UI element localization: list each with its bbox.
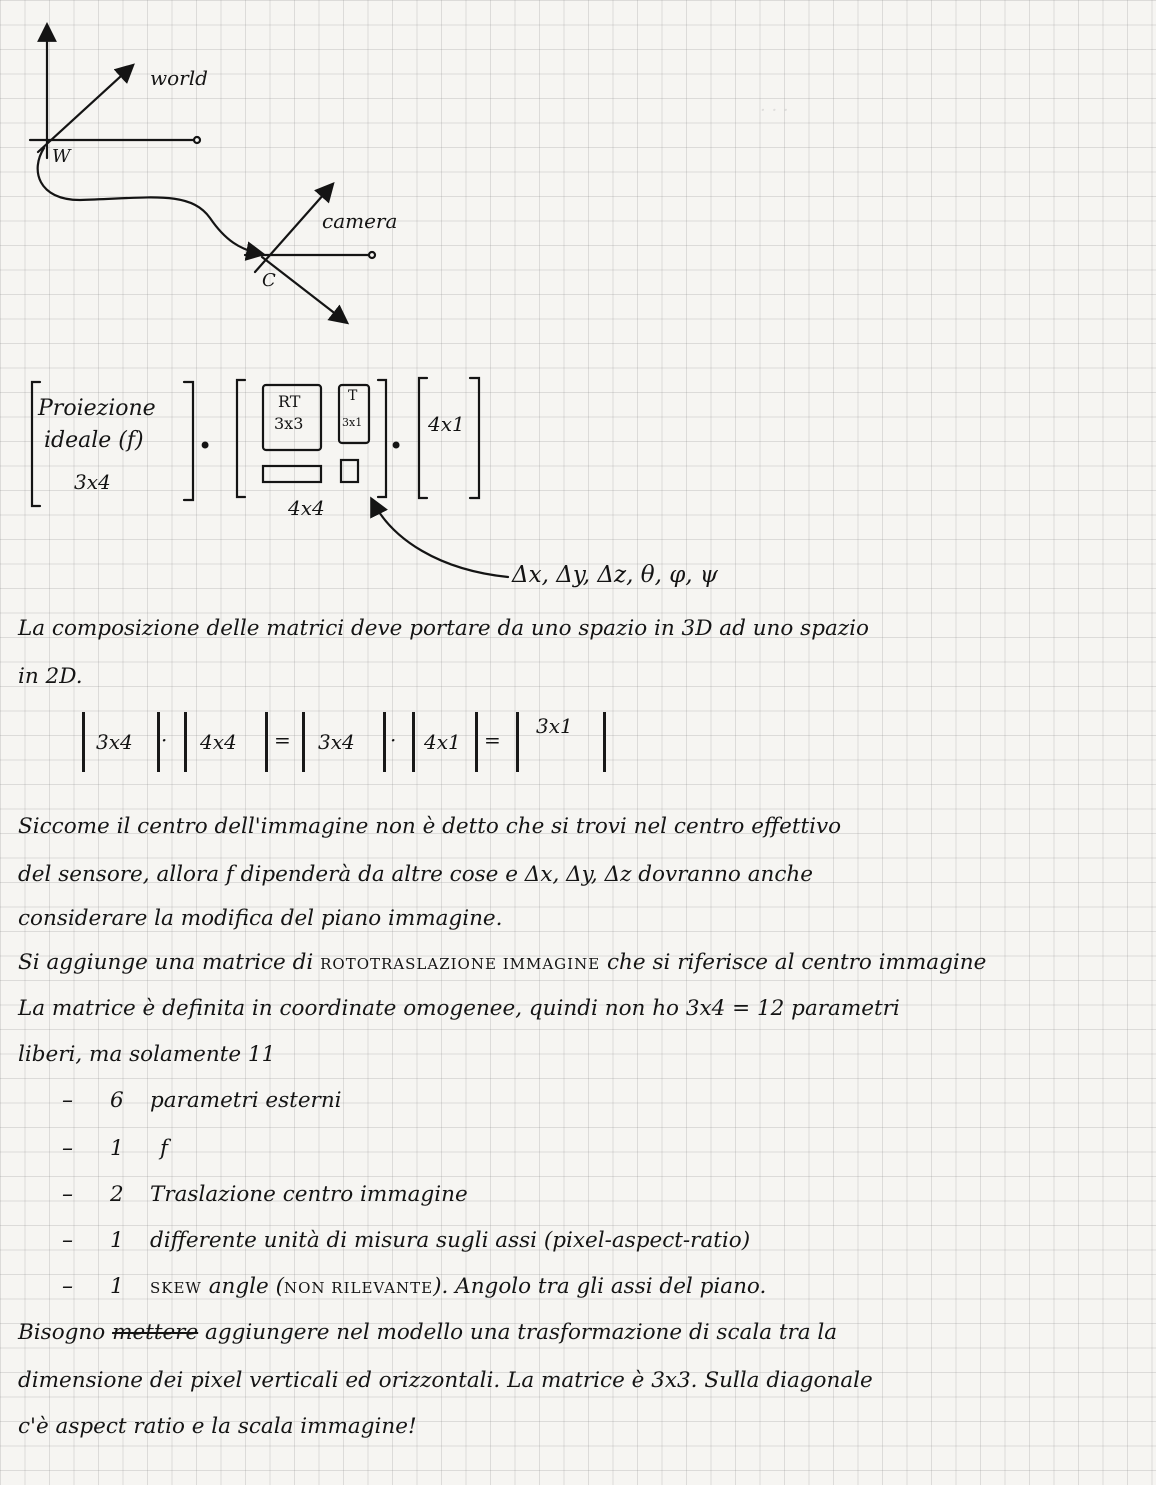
non-rilevante-label: NON RILEVANTE (283, 1279, 434, 1297)
eq-a: 3x4 (96, 730, 133, 754)
world-origin-label: W (52, 146, 71, 167)
vector-dim: 4x1 (428, 412, 465, 436)
paragraph3-line1-b: che si riferisce al centro immagine (607, 950, 987, 975)
bleed-through-marks: · · · (760, 100, 789, 121)
eq-d: 4x1 (424, 730, 461, 754)
paragraph4-line1-b: aggiungere nel modello una trasformazione di scala tra la (205, 1320, 838, 1345)
paragraph2-line3: considerare la modifica del piano immagine. (18, 906, 503, 931)
eq-e: 3x1 (536, 714, 573, 738)
projection-label-1: Proiezione (38, 396, 156, 421)
projection-label-2: ideale (f) (44, 428, 144, 453)
paragraph3-line3: liberi, ma solamente 11 (18, 1042, 276, 1067)
notebook-page: · · · world W camera C Proiezione ideale (f) 3x4 • RT 3x3 T 3x1 4x4 • 4x1 Δx, Δy, Δz, θ, φ, ψ La composizione delle matrici deve portare da uno spazio in 3D ad uno spazio in 2D. 3x4 · 4x4 = 3x4 · 4x1 = 3x1 Siccome il centro dell'immagine non è detto che si trovi nel centro effettivo del sensore, allora f dipenderà da altre cose e Δx, Δy, Δz dovranno anche considerare la modifica del piano immagine. Si aggiunge una matrice di ROTOTRASLAZIONE IMMAGINE che si riferisce al centro immagine La matrice è definita in coordinate omogenee, quindi non ho 3x4 = 12 parametri liberi, ma solamente 11 – 6 parametri esterni – 1 f – 2 Traslazione centro immagine – 1 differente unità di misura sugli assi (pixel-aspect-ratio) – 1 SKEW angle (NON RILEVANTE). Angolo tra gli assi del piano. Bisogno mettere aggiungere nel modello una trasformazione di scala tra la dimensione dei pixel verticali ed orizzontali. La matrice è 3x3. Sulla diagonale c'è aspect ratio e la scala immagine! (0, 0, 1156, 1485)
paragraph3-line2: La matrice è definita in coordinate omogenee, quindi non ho 3x4 = 12 parametri (18, 996, 900, 1021)
paragraph4-line1 (18, 1320, 837, 1345)
paragraph4-line1-a: Bisogno (18, 1320, 106, 1345)
extrinsic-dim: 4x4 (288, 496, 325, 520)
rt-label: RT (278, 392, 301, 411)
eq-equals-1: = (274, 728, 291, 752)
product-dot-1: • (198, 432, 213, 460)
camera-origin-label: C (262, 270, 276, 291)
projection-dim: 3x4 (74, 470, 111, 494)
paragraph2-line1: Siccome il centro dell'immagine non è detto che si trovi nel centro effettivo (18, 814, 842, 839)
rt-dim: 3x3 (274, 414, 304, 433)
paragraph4-line2: dimensione dei pixel verticali ed orizzontali. La matrice è 3x3. Sulla diagonale (18, 1368, 873, 1393)
eq-c: 3x4 (318, 730, 355, 754)
paragraph3-line1 (18, 950, 986, 975)
extrinsic-params: Δx, Δy, Δz, θ, φ, ψ (512, 562, 718, 588)
paragraph1-line2: in 2D. (18, 664, 83, 689)
world-label: world (150, 66, 208, 90)
paragraph1-line1: La composizione delle matrici deve portare da uno spazio in 3D ad uno spazio (18, 616, 869, 641)
paragraph2-line2: del sensore, allora f dipenderà da altre cose e Δx, Δy, Δz dovranno anche (18, 862, 813, 887)
skew-label: SKEW (150, 1279, 202, 1297)
t-label: T (348, 388, 358, 404)
paragraph4-line3: c'è aspect ratio e la scala immagine! (18, 1414, 417, 1439)
paragraph3-line1-a: Si aggiunge una matrice di (18, 950, 314, 975)
product-dot-2: • (389, 432, 404, 460)
eq-dot-2: · (390, 728, 397, 752)
eq-b: 4x4 (200, 730, 237, 754)
eq-equals-2: = (484, 728, 501, 752)
camera-label: camera (322, 209, 398, 233)
t-dim: 3x1 (342, 416, 363, 429)
struck-word: mettere (112, 1320, 199, 1345)
eq-dot-1: · (161, 728, 168, 752)
rototraslazione-immagine: ROTOTRASLAZIONE IMMAGINE (320, 955, 601, 973)
